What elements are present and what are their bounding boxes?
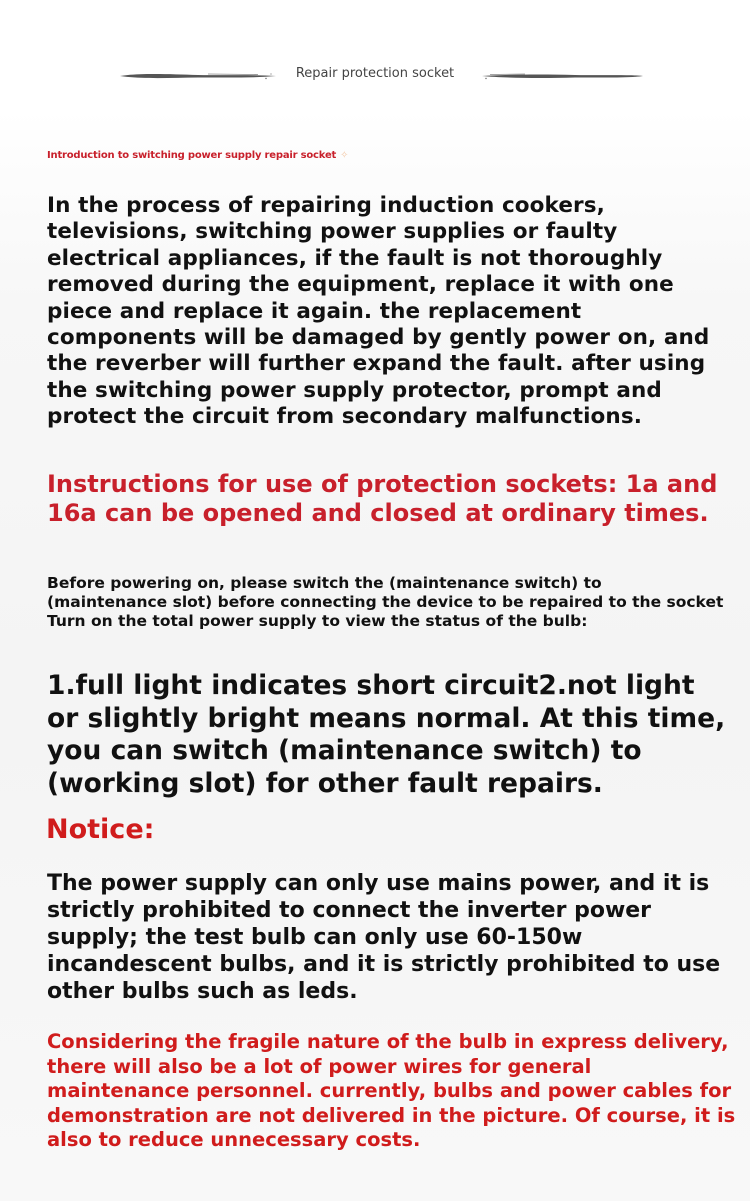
header-title: Repair protection socket	[295, 66, 455, 81]
bulb-status-text: 1.full light indicates short circuit2.not light or slightly bright means normal. At this time, you can switch (maintenance switch) to (working slot) for other fault repairs.	[47, 670, 726, 799]
flame-icon: ✧	[340, 150, 349, 161]
header	[0, 60, 750, 90]
instructions-heading: Instructions for use of protection sockets: 1a and 16a can be opened and closed at ordinary times.	[47, 470, 718, 527]
intro-label-text: Introduction to switching power supply repair socket	[47, 150, 337, 161]
brush-stroke-right-icon	[480, 72, 645, 78]
notice-heading: Notice:	[46, 814, 155, 845]
intro-paragraph: In the process of repairing induction cookers, televisions, switching power supplies or faulty electrical appliances, if the fault is not thoroughly removed during the equipment, replace it with one piece and replace it again. the replacement components will be damaged by gently power on, and the reverber will further expand the fault. after using the switching power supply protector, prompt and protect the circuit from secondary malfunctions.	[47, 193, 710, 430]
power-supply-text: The power supply can only use mains power, and it is strictly prohibited to connect the inverter power supply; the test bulb can only use 60-150w incandescent bulbs, and it is strictly prohibited to use other bulbs such as leds.	[47, 871, 721, 1004]
intro-label	[47, 150, 348, 161]
considering-text: Considering the fragile nature of the bulb in express delivery, there will also be a lot of power wires for general maintenance personnel. currently, bulbs and power cables for demonstration are not delivered in the picture. Of course, it is also to reduce unnecessary costs.	[47, 1030, 736, 1152]
before-powering-text: Before powering on, please switch the (maintenance switch) to (maintenance slot) before connecting the device to be repaired to the socket Turn on the total power supply to view the status of the bulb:	[47, 574, 724, 630]
